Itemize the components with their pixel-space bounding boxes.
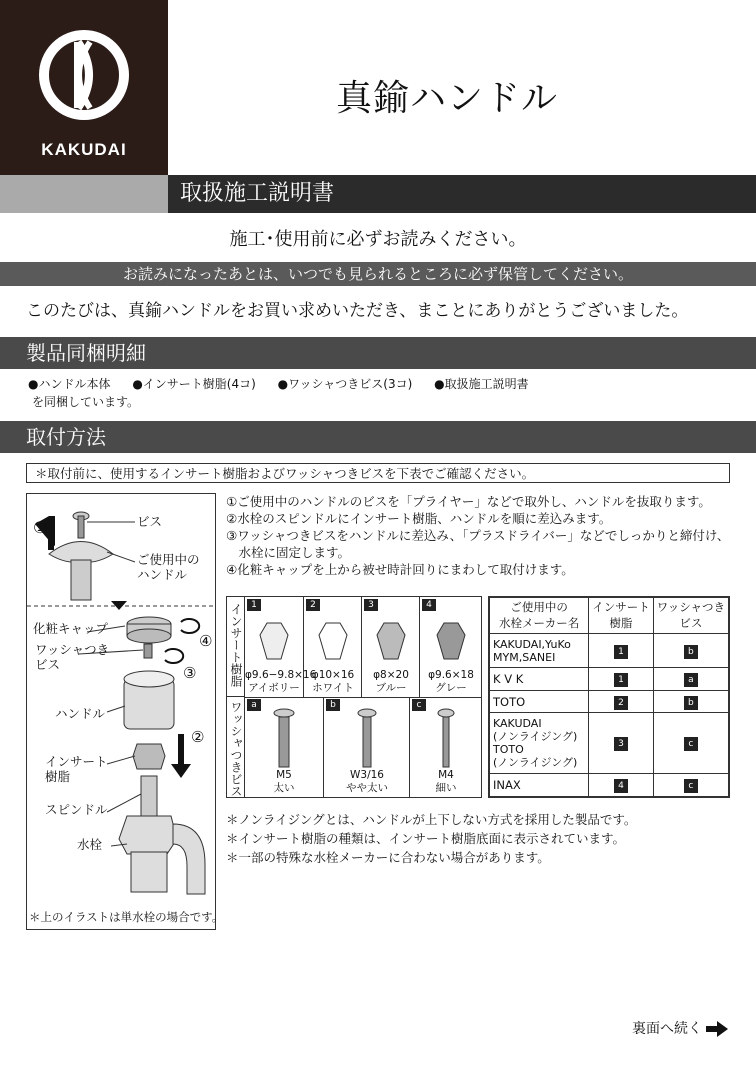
notes bbox=[226, 810, 636, 867]
insert-cell: 3 φ8×20 ブルー bbox=[361, 597, 420, 698]
insert-header: インサート 樹脂 bbox=[589, 598, 654, 634]
section-install-title: 取付方法 bbox=[0, 421, 756, 453]
table-row: KAKUDAI,YuKo MYM,SANEI 1 b bbox=[490, 633, 729, 668]
keep-notice-bar: お読みになったあとは、いつでも見られるところに必ず保管してください。 bbox=[0, 262, 756, 286]
insert-cell: 1 φ9.6−9.8×16 アイボリー bbox=[245, 597, 303, 698]
page-title: 真鍮ハンドル bbox=[336, 78, 559, 119]
note-item: ＊一部の特殊な水栓メーカーに合わない場合があります。 bbox=[226, 850, 550, 865]
step-text: 水栓に固定します。 bbox=[226, 545, 351, 560]
contents-item: ●ワッシャつきビス(3コ) bbox=[277, 377, 413, 391]
note-item: ＊インサート樹脂の種類は、インサート樹脂底面に表示されています。 bbox=[226, 831, 626, 846]
section-contents-title: 製品同梱明細 bbox=[0, 337, 756, 369]
screw-cell: a M5 太い bbox=[245, 697, 323, 797]
illustration-caption: ＊上のイラストは単水栓の場合です。 bbox=[29, 910, 224, 924]
insert-cell: 2 φ10×16 ホワイト bbox=[303, 597, 362, 698]
step-text: ③ワッシャつきビスをハンドルに差込み、「プラスドライバー」などでしっかりと締付け、 bbox=[226, 528, 730, 543]
screw-cell: c M4 細い bbox=[409, 697, 482, 797]
step-mark-3: ③ bbox=[183, 664, 197, 682]
step-text: ②水栓のスピンドルにインサート樹脂、ハンドルを順に差込みます。 bbox=[226, 511, 612, 526]
insert-label: インサート樹脂 bbox=[227, 597, 245, 697]
thanks-message: このたびは、真鍮ハンドルをお買い求めいただき、まことにありがとうございました。 bbox=[26, 301, 689, 321]
step-mark-4: ④ bbox=[199, 632, 213, 650]
screw-label: ワッシャつきビス bbox=[227, 697, 245, 797]
maker-header: ご使用中の 水栓メーカー名 bbox=[490, 598, 589, 634]
arrow-right-icon bbox=[706, 1021, 728, 1037]
label-faucet: 水栓 bbox=[77, 837, 103, 852]
continue-footer bbox=[632, 1018, 728, 1038]
contents-list bbox=[28, 375, 547, 411]
label-spindle: スピンドル bbox=[45, 802, 108, 817]
parts-table bbox=[226, 596, 482, 798]
label-cap: 化粧キャップ bbox=[33, 621, 109, 636]
brand-logo bbox=[0, 0, 168, 175]
read-notice: 施工･使用前に必ずお読みください。 bbox=[229, 229, 527, 250]
contents-item: ●ハンドル本体 bbox=[28, 377, 111, 391]
contents-suffix: を同梱しています。 bbox=[32, 395, 140, 409]
screw-cell: b W3/16 やや太い bbox=[323, 697, 410, 797]
kakudai-logo-icon bbox=[34, 30, 134, 130]
step-mark-1: ① bbox=[33, 518, 48, 537]
continue-text: 裏面へ続く bbox=[632, 1021, 702, 1037]
label-insert: インサート 樹脂 bbox=[45, 754, 108, 784]
doc-type-bar: 取扱施工説明書 bbox=[168, 175, 756, 213]
table-row: KAKUDAI (ノンライジング) TOTO (ノンライジング) 3 c bbox=[490, 713, 729, 774]
table-row: INAX 4 c bbox=[490, 774, 729, 797]
maker-table bbox=[488, 596, 730, 798]
check-note: ＊取付前に、使用するインサート樹脂およびワッシャつきビスを下表でご確認ください。 bbox=[26, 463, 730, 483]
insert-cell: 4 φ9.6×18 グレー bbox=[419, 597, 482, 698]
label-handle: ハンドル bbox=[55, 706, 106, 721]
label-screw: ビス bbox=[137, 514, 163, 529]
table-row: TOTO 2 b bbox=[490, 690, 729, 712]
install-steps bbox=[226, 493, 729, 578]
brand-name: KAKUDAI bbox=[41, 140, 127, 159]
contents-item: ●取扱施工説明書 bbox=[434, 377, 529, 391]
note-item: ＊ノンライジングとは、ハンドルが上下しない方式を採用した製品です。 bbox=[226, 812, 637, 827]
step-text: ①ご使用中のハンドルのビスを「プライヤー」などで取外し、ハンドルを抜取ります。 bbox=[226, 494, 711, 509]
step-text: ④化粧キャップを上から被せ時計回りにまわして取付けます。 bbox=[226, 562, 574, 577]
install-illustration bbox=[26, 493, 224, 930]
table-row: K V K 1 a bbox=[490, 668, 729, 690]
screw-header: ワッシャつき ビス bbox=[653, 598, 728, 634]
label-current-handle: ご使用中の ハンドル bbox=[137, 552, 200, 582]
step-mark-2: ② bbox=[191, 728, 205, 746]
label-washer-screw: ワッシャつき ビス bbox=[35, 642, 110, 672]
subtitle-bar-left bbox=[0, 175, 168, 213]
contents-item: ●インサート樹脂(4コ) bbox=[132, 377, 256, 391]
